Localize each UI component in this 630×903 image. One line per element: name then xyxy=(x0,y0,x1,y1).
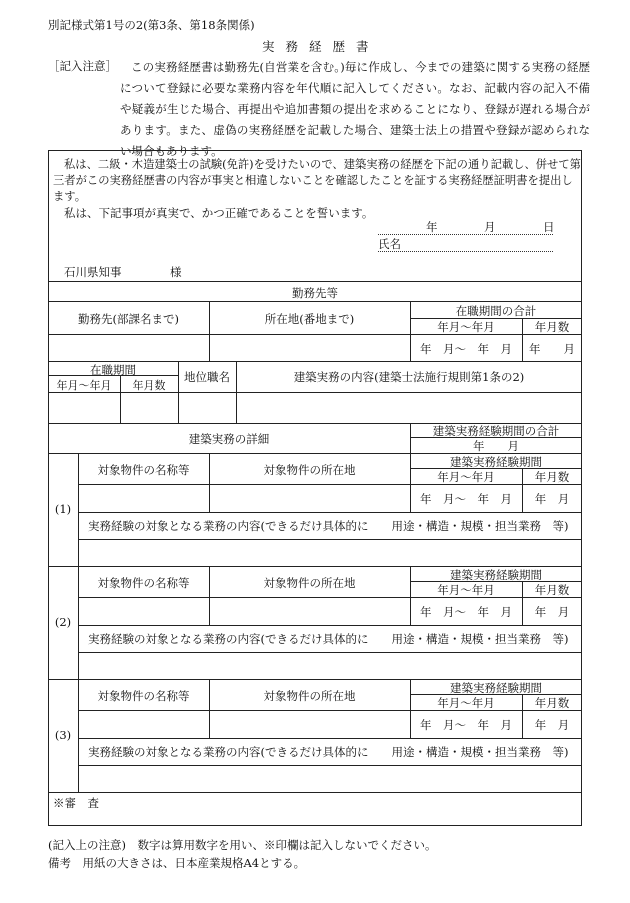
tenure-total-field[interactable]: 年 月 xyxy=(529,342,575,356)
property-name-field[interactable] xyxy=(78,711,209,738)
experience-range-header: 年月～年月 xyxy=(437,583,495,597)
footer-note: (記入上の注意) 数字は算用数字を用い、※印欄は記入しないでください。 xyxy=(48,838,437,852)
declaration-para1: 私は、二級・木造建築士の試験(免許)を受けたいので、建築実務の経歴を下記の通り記載し、併せて第三者がこの実務経歴書の内容が事実と相違しないことを確認したことを証する実務経歴証明書を提出します。 xyxy=(53,158,581,203)
employer-name-field[interactable] xyxy=(48,335,209,361)
tenure-months-header: 年月数 xyxy=(534,320,570,334)
footer-remark: 備考 用紙の大きさは、日本産業規格A4とする。 xyxy=(48,856,306,870)
name-label: 氏名 xyxy=(378,237,401,251)
entry-number: (2) xyxy=(54,615,72,629)
table-rule-horizontal xyxy=(78,738,582,739)
notes-label: ［記入注意］ xyxy=(48,59,117,73)
period-range-field[interactable] xyxy=(48,393,120,423)
page-title: 実務経歴書 xyxy=(262,39,380,54)
experience-period-header: 建築実務経験期間 xyxy=(450,681,542,695)
experience-total-header: 建築実務経験期間の合計 xyxy=(432,424,560,438)
table-rule-horizontal xyxy=(48,792,582,793)
experience-months-field[interactable]: 年 月 xyxy=(534,718,570,732)
addressee-sama: 様 xyxy=(170,265,182,279)
table-rule-horizontal xyxy=(48,301,582,302)
work-detail-field[interactable] xyxy=(78,540,582,566)
date-day-label: 日 xyxy=(543,220,555,234)
experience-range-header: 年月～年月 xyxy=(437,696,495,710)
property-name-field[interactable] xyxy=(78,485,209,512)
employer-address-field[interactable] xyxy=(209,335,410,361)
period-range-header: 年月～年月 xyxy=(56,379,112,392)
date-line xyxy=(378,234,553,235)
declaration-para2: 私は、下記事項が真実で、かつ正確であることを誓います。 xyxy=(64,206,374,220)
property-location-header: 対象物件の所在地 xyxy=(263,576,356,590)
tenure-range-header: 年月～年月 xyxy=(437,320,495,334)
tenure-total-header: 在職期間の合計 xyxy=(455,304,537,318)
table-rule-horizontal xyxy=(78,625,582,626)
period-months-field[interactable] xyxy=(120,393,178,423)
experience-months-field[interactable]: 年 月 xyxy=(534,492,570,506)
property-name-header: 対象物件の名称等 xyxy=(97,689,190,703)
experience-months-header: 年月数 xyxy=(534,696,570,710)
work-detail-label: 実務経験の対象となる業務の内容(できるだけ具体的に 用途・構造・規模・担当業務 等) xyxy=(88,632,569,646)
work-detail-field[interactable] xyxy=(78,653,582,679)
experience-period-header: 建築実務経験期間 xyxy=(450,455,542,469)
name-line[interactable] xyxy=(378,251,553,252)
property-location-field[interactable] xyxy=(209,711,410,738)
date-year-label: 年 xyxy=(426,220,438,234)
experience-range-field[interactable]: 年 月～ 年 月 xyxy=(420,605,512,619)
experience-months-header: 年月数 xyxy=(534,583,570,597)
detail-title: 建築実務の詳細 xyxy=(188,432,270,446)
work-content-field[interactable] xyxy=(236,393,582,423)
period-header: 在職期間 xyxy=(90,363,136,377)
experience-range-field[interactable]: 年 月～ 年 月 xyxy=(420,718,512,732)
tenure-range-field[interactable]: 年 月～ 年 月 xyxy=(420,342,512,356)
table-rule-horizontal xyxy=(48,281,582,282)
work-content-header: 建築実務の内容(建築士法施行規則第1条の2) xyxy=(293,370,525,384)
date-month-label: 月 xyxy=(484,220,496,234)
property-location-header: 対象物件の所在地 xyxy=(263,689,356,703)
experience-months-header: 年月数 xyxy=(534,470,570,484)
period-months-header: 年月数 xyxy=(132,379,166,392)
property-location-field[interactable] xyxy=(209,485,410,512)
form-number: 別記様式第1号の2(第3条、第18条関係) xyxy=(48,18,255,32)
experience-months-field[interactable]: 年 月 xyxy=(534,605,570,619)
property-location-header: 対象物件の所在地 xyxy=(263,463,356,477)
experience-range-field[interactable]: 年 月～ 年 月 xyxy=(420,492,512,506)
review-label: ※審 査 xyxy=(53,796,99,810)
property-name-header: 対象物件の名称等 xyxy=(97,463,190,477)
property-name-field[interactable] xyxy=(78,598,209,625)
experience-period-header: 建築実務経験期間 xyxy=(450,568,542,582)
property-location-field[interactable] xyxy=(209,598,410,625)
work-detail-label: 実務経験の対象となる業務の内容(できるだけ具体的に 用途・構造・規模・担当業務 等) xyxy=(88,745,569,759)
entry-number: (3) xyxy=(54,728,72,742)
work-detail-field[interactable] xyxy=(78,766,582,792)
notes-text: この実務経歴書は勤務先(自営業を含む。)毎に作成し、今までの建築に関する実務の経歴について登録に必要な業務内容を年代順に記入してください。なお、記載内容の記入不備や疑義が生じた場合、再提出や追加書類の提出を求めることになり、登録が遅れる場合があります。また、虚偽の実務経歴を記載した場合、建築士法上の措置や登録が認められない場合もあります。 xyxy=(120,60,590,158)
addressee: 石川県知事 xyxy=(64,265,122,279)
experience-total-field[interactable]: 年 月 xyxy=(473,439,519,453)
employer-section-title: 勤務先等 xyxy=(292,286,338,300)
employer-address-header: 所在地(番地まで) xyxy=(264,312,355,326)
table-rule-horizontal xyxy=(78,512,582,513)
property-name-header: 対象物件の名称等 xyxy=(97,576,190,590)
employer-name-header: 勤務先(部課名まで) xyxy=(78,312,179,326)
position-field[interactable] xyxy=(178,393,236,423)
work-detail-label: 実務経験の対象となる業務の内容(できるだけ具体的に 用途・構造・規模・担当業務 等) xyxy=(88,519,569,533)
experience-range-header: 年月～年月 xyxy=(437,470,495,484)
position-header: 地位職名 xyxy=(184,370,230,384)
entry-number: (1) xyxy=(54,502,72,516)
